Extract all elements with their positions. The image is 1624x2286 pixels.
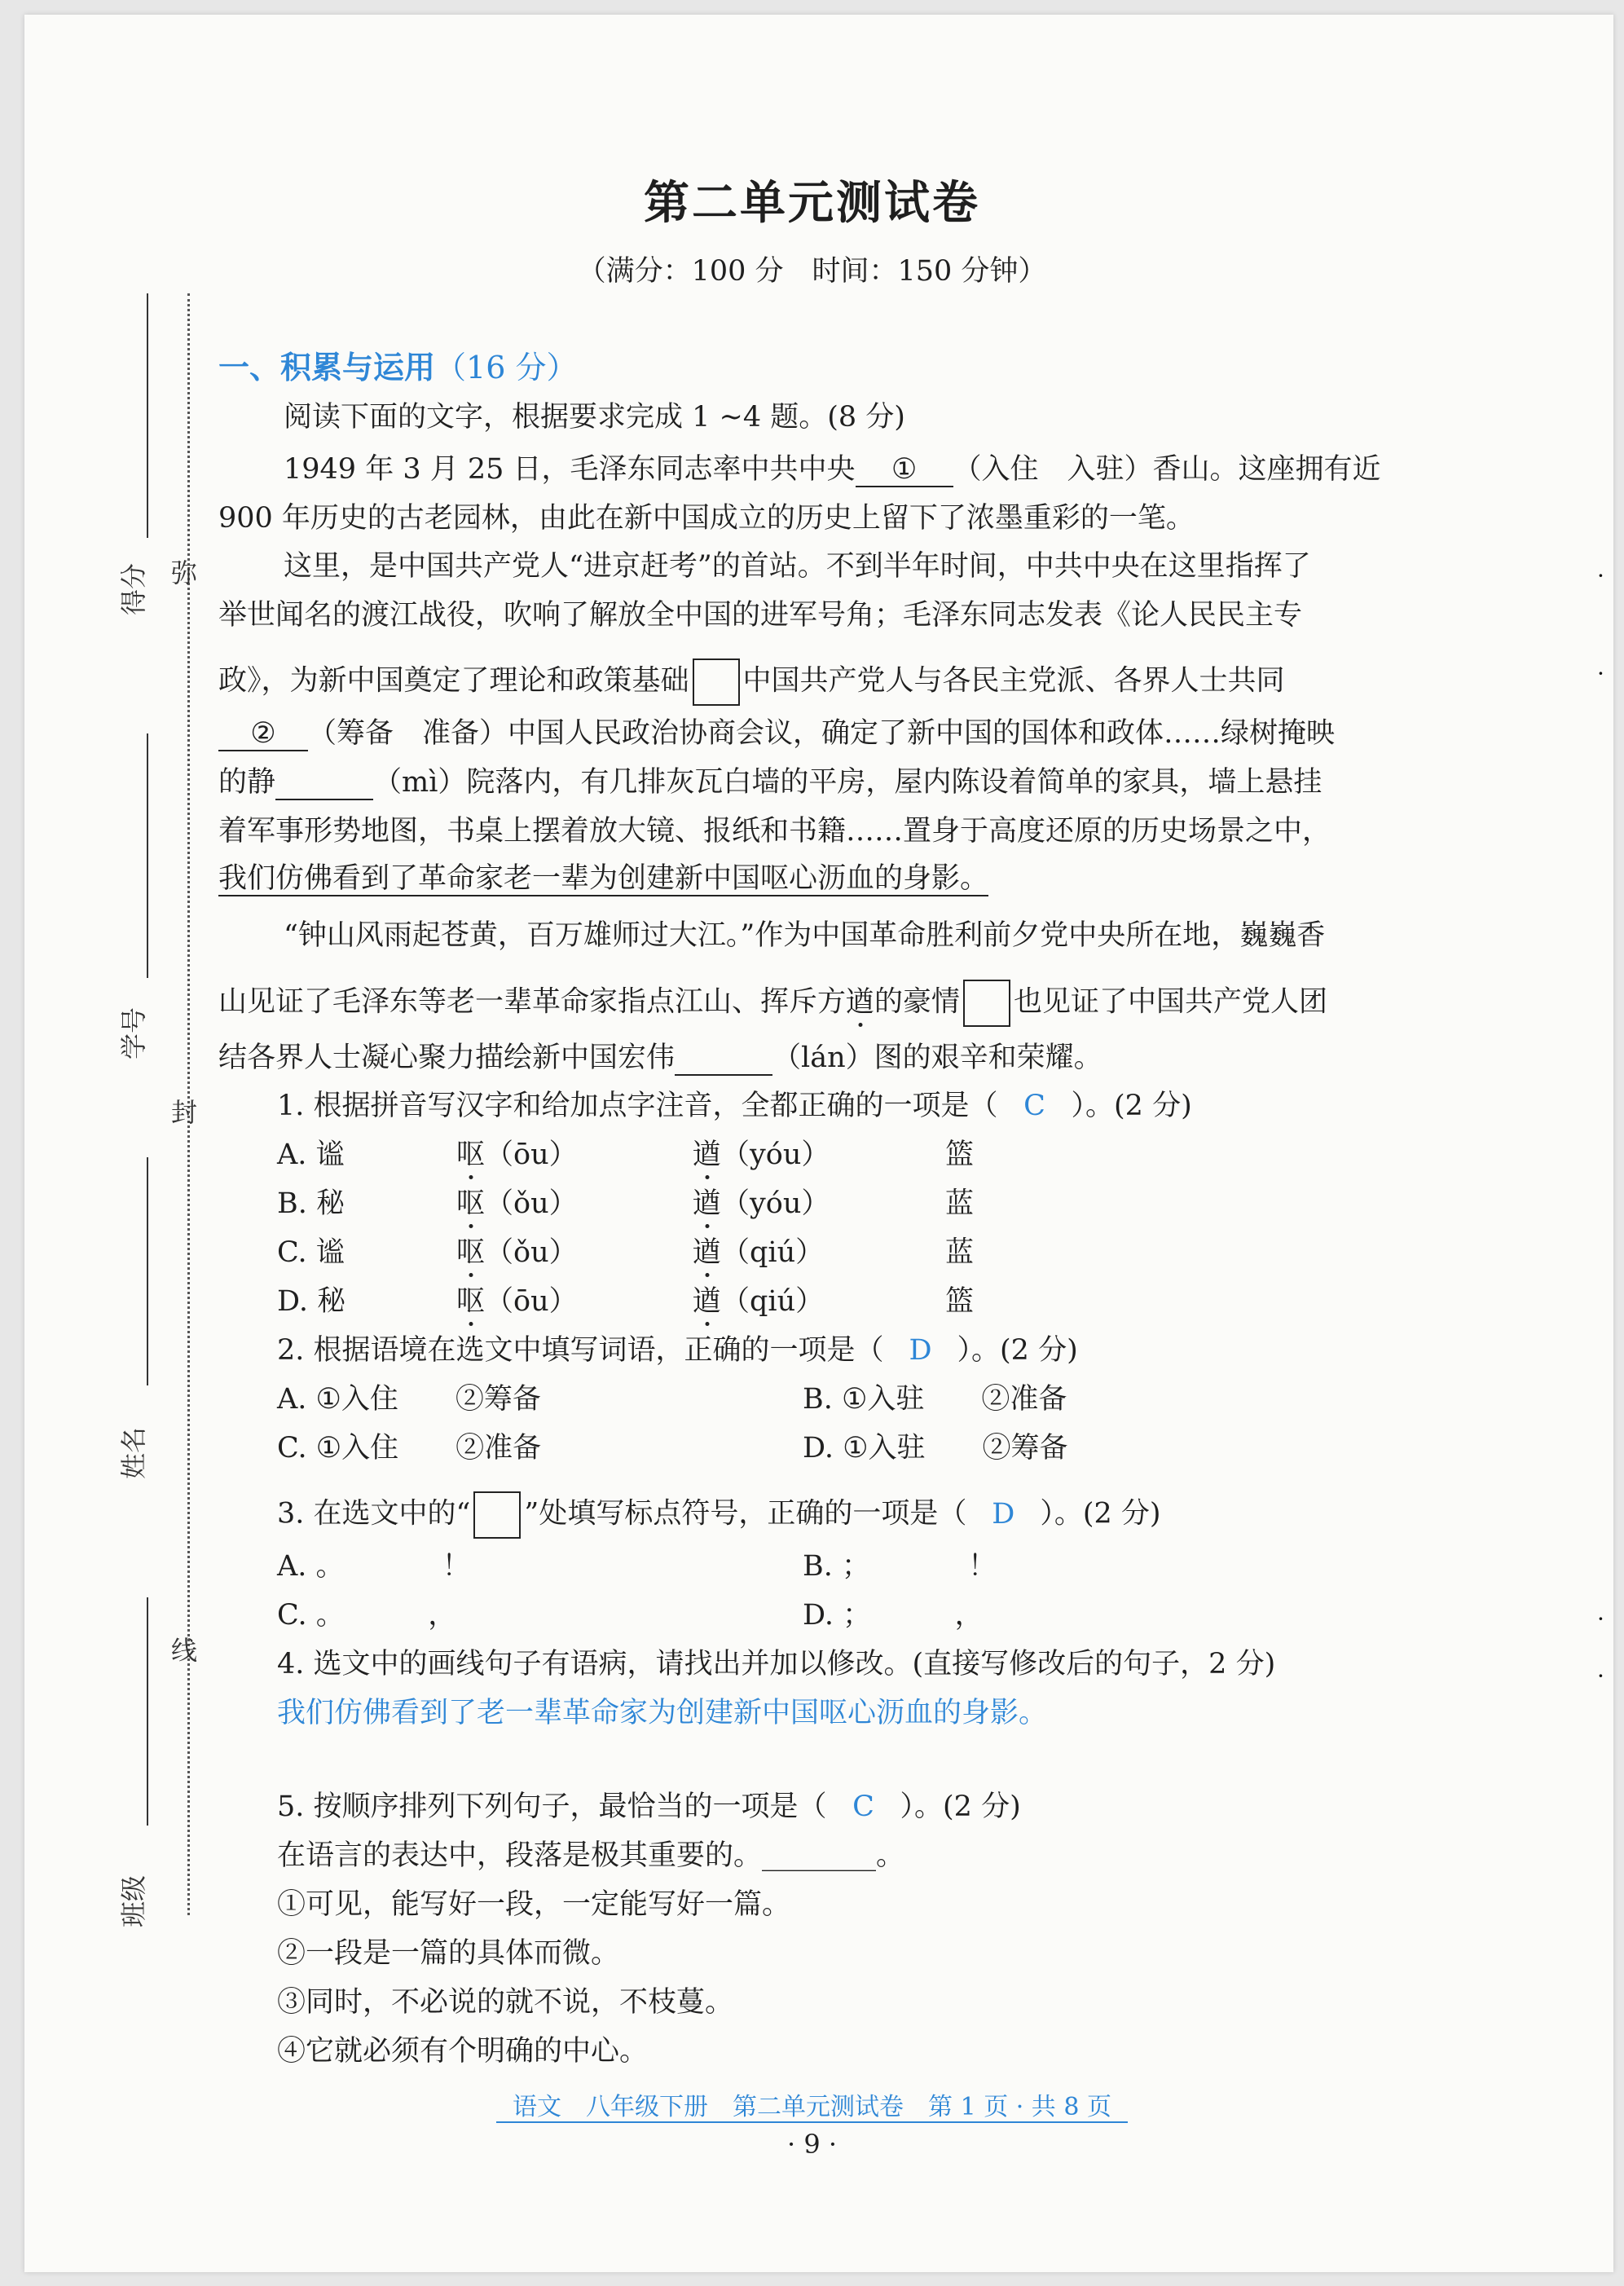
question-tail: ）。(2 分)	[1040, 1497, 1161, 1531]
passage-text: 的静	[218, 766, 276, 799]
q1-option-c-c	[693, 1236, 824, 1269]
margin-mark: ·	[1597, 1663, 1604, 1689]
q1-option-a-b	[456, 1139, 578, 1171]
q1-option-b-label: B. 秘	[277, 1187, 345, 1220]
page-number: · 9 ·	[786, 2129, 838, 2160]
punctuation-box-1	[693, 658, 740, 706]
blank-mi	[275, 766, 373, 800]
answer-1: C	[1023, 1090, 1045, 1122]
q1-option-d-c	[693, 1285, 824, 1318]
q1-option-d-label: D. 秘	[277, 1285, 346, 1318]
footer	[0, 2086, 1624, 2122]
question-3-box	[473, 1491, 521, 1539]
passage-text: 中国共产党人与各民主党派、各界人士共同	[742, 664, 1285, 698]
q5-line: ③同时，不必说的就不说，不枝蔓。	[277, 1986, 734, 2019]
q1-option-c-d: 蓝	[945, 1236, 975, 1269]
passage-text: （lán）图的艰辛和荣耀。	[772, 1042, 1102, 1074]
binding-id-line	[147, 733, 148, 978]
answer-2: D	[909, 1334, 932, 1367]
passage-text: （mì）院落内，有几排灰瓦白墙的平房，屋内陈设着简单的家具，墙上悬挂	[373, 766, 1323, 799]
dotted-char: 呕	[456, 1139, 486, 1171]
seal-char-3: 线	[171, 1635, 198, 1666]
passage-text: （筹备 准备）中国人民政治协商会议，确定了新中国的国体和政体……绿树掩映	[308, 717, 1336, 750]
section-heading	[218, 342, 577, 387]
question-2	[277, 1334, 1548, 1367]
pinyin: （yóu）	[721, 1139, 830, 1171]
q1-option-d-d: 篮	[945, 1285, 975, 1318]
passage-line: 着军事形势地图，书桌上摆着放大镜、报纸和书籍……置身于高度还原的历史场景之中，	[218, 815, 1331, 848]
passage-line	[218, 980, 1490, 1027]
binding-student-id-label: 学号	[118, 1006, 150, 1060]
dotted-char: 遒	[693, 1187, 722, 1220]
q1-option-b-d: 蓝	[945, 1187, 975, 1220]
page-title: 第二单元测试卷	[644, 177, 980, 230]
passage-line: “钟山风雨起苍黄，百万雄师过大江。”作为中国革命胜利前夕党中央所在地，巍巍香	[284, 919, 1326, 952]
passage-text: （入住 入驻）香山。这座拥有近	[953, 453, 1381, 486]
q3-option-b	[803, 1550, 997, 1583]
question-3	[277, 1491, 1548, 1539]
passage-text: 山见证了毛泽东等老一辈革命家指点江山、挥斥方	[218, 985, 847, 1019]
pinyin: （ōu）	[485, 1139, 578, 1171]
underlined-sentence: 我们仿佛看到了革命家老一辈为创建新中国呕心沥血的身影。	[218, 862, 989, 895]
pinyin: （ǒu）	[485, 1236, 578, 1269]
passage-line	[284, 453, 1555, 487]
question-tail: ）。(2 分)	[1071, 1090, 1192, 1122]
question-text: ”处填写标点符号，正确的一项是（	[524, 1497, 967, 1531]
q5-line: ④它就必须有个明确的中心。	[277, 2035, 649, 2068]
q3-option-a	[277, 1550, 471, 1583]
dotted-char: 遒	[693, 1139, 722, 1171]
q1-option-b-b	[456, 1187, 578, 1220]
dotted-char: 遒	[693, 1285, 722, 1318]
answer-4: 我们仿佛看到了老一辈革命家为创建新中国呕心沥血的身影。	[277, 1697, 1048, 1729]
margin-mark: ·	[1597, 660, 1604, 687]
q1-option-a-d: 篮	[945, 1139, 975, 1171]
option-label: A. 。	[277, 1550, 345, 1583]
question-5	[277, 1790, 1548, 1823]
margin-mark: ·	[1597, 562, 1604, 589]
pinyin: （ōu）	[485, 1285, 578, 1318]
answer-3: D	[992, 1497, 1015, 1531]
q3-option-d	[803, 1599, 984, 1632]
dotted-char: 呕	[456, 1285, 486, 1318]
binding-score-label: 得分	[118, 562, 150, 616]
q5-line: ②一段是一篇的具体而微。	[277, 1937, 620, 1970]
blank-1: ①	[856, 453, 953, 487]
question-text: 1. 根据拼音写汉字和给加点字注音，全都正确的一项是（	[277, 1090, 998, 1122]
passage-line	[218, 862, 1490, 895]
blank-2: ②	[218, 717, 308, 751]
punctuation-box-2	[963, 980, 1010, 1027]
passage-line	[218, 766, 1490, 800]
q1-option-c-b	[456, 1236, 578, 1269]
pinyin: （yóu）	[721, 1187, 830, 1220]
question-text: 3. 在选文中的“	[277, 1497, 471, 1531]
passage-line: 900 年历史的古老园林，由此在新中国成立的历史上留下了浓墨重彩的一笔。	[218, 502, 1195, 535]
blank-lan	[675, 1042, 772, 1076]
question-tail: ）。(2 分)	[957, 1334, 1078, 1367]
binding-class-line	[147, 1597, 148, 1826]
q2-option-d: D. ①入驻 ②筹备	[803, 1432, 1068, 1465]
q1-option-a-c	[693, 1139, 830, 1171]
answer-5: C	[852, 1790, 874, 1823]
option-label: B. ；	[803, 1550, 870, 1583]
footer-text: 语文 八年级下册 第二单元测试卷 第 1 页 · 共 8 页	[496, 2093, 1128, 2123]
binding-class-label: 班级	[118, 1874, 150, 1928]
q1-option-d-b	[456, 1285, 578, 1318]
passage-intro: 阅读下面的文字，根据要求完成 1 ~4 题。(8 分)	[284, 401, 905, 434]
q5-line: ①可见，能写好一段，一定能写好一篇。	[277, 1888, 791, 1921]
question-text: 2. 根据语境在选文中填写词语，正确的一项是（	[277, 1334, 884, 1367]
option-label: C. 。	[277, 1599, 331, 1632]
dotted-char: 呕	[456, 1236, 486, 1269]
pinyin: （ǒu）	[485, 1187, 578, 1220]
passage-text: 政》，为新中国奠定了理论和政策基础	[218, 664, 689, 698]
option-label: D. ；	[803, 1599, 857, 1632]
option-mark: ，	[954, 1599, 984, 1632]
q5-line: 在语言的表达中，段落是极其重要的。________。	[277, 1839, 905, 1872]
binding-score-line	[147, 293, 148, 538]
option-mark: ，	[428, 1599, 457, 1632]
section-points: （16 分）	[435, 350, 578, 385]
question-1	[277, 1090, 1548, 1122]
dotted-char: 遒	[693, 1236, 722, 1269]
q1-option-a-label: A. 谧	[277, 1139, 345, 1171]
passage-text: 结各界人士凝心聚力描绘新中国宏伟	[218, 1042, 676, 1074]
passage-text: 也见证了中国共产党人团	[1014, 985, 1328, 1019]
seal-char-2: 封	[171, 1097, 198, 1128]
passage-line: 举世闻名的渡江战役，吹响了解放全中国的进军号角；毛泽东同志发表《论人民民主专	[218, 599, 1303, 632]
option-mark: ！	[442, 1550, 471, 1583]
option-mark: ！	[967, 1550, 997, 1583]
pinyin: （qiú）	[721, 1285, 825, 1318]
page-subtitle: （满分：100 分 时间：150 分钟）	[577, 255, 1047, 288]
q1-option-b-c	[693, 1187, 830, 1220]
question-tail: ）。(2 分)	[900, 1790, 1021, 1823]
binding-name-label: 姓名	[118, 1426, 150, 1480]
passage-line	[218, 717, 1490, 751]
passage-line	[218, 1042, 1490, 1076]
q2-option-a: A. ①入住 ②筹备	[277, 1383, 541, 1416]
pinyin: （qiú）	[721, 1236, 825, 1269]
passage-line: 这里，是中国共产党人“进京赶考”的首站。不到半年时间，中共中央在这里指挥了	[284, 550, 1311, 583]
passage-text: 1949 年 3 月 25 日，毛泽东同志率中共中央	[284, 453, 856, 486]
dotted-char: 遒	[846, 985, 875, 1019]
seal-char-1: 弥	[171, 557, 198, 588]
passage-text: 的豪情	[874, 985, 961, 1019]
binding-name-line	[147, 1157, 148, 1385]
section-heading-text: 一、积累与运用	[218, 350, 436, 385]
dotted-char: 呕	[456, 1187, 486, 1220]
margin-mark: ·	[1597, 1605, 1604, 1632]
q2-option-b: B. ①入驻 ②准备	[803, 1383, 1067, 1416]
q1-option-c-label: C. 谧	[277, 1236, 345, 1269]
q3-option-c	[277, 1599, 456, 1632]
question-text: 5. 按顺序排列下列句子，最恰当的一项是（	[277, 1790, 827, 1823]
question-4: 4. 选文中的画线句子有语病，请找出并加以修改。(直接写修改后的句子，2 分)	[277, 1648, 1276, 1680]
q2-option-c: C. ①入住 ②准备	[277, 1432, 542, 1465]
passage-line	[218, 658, 1490, 706]
